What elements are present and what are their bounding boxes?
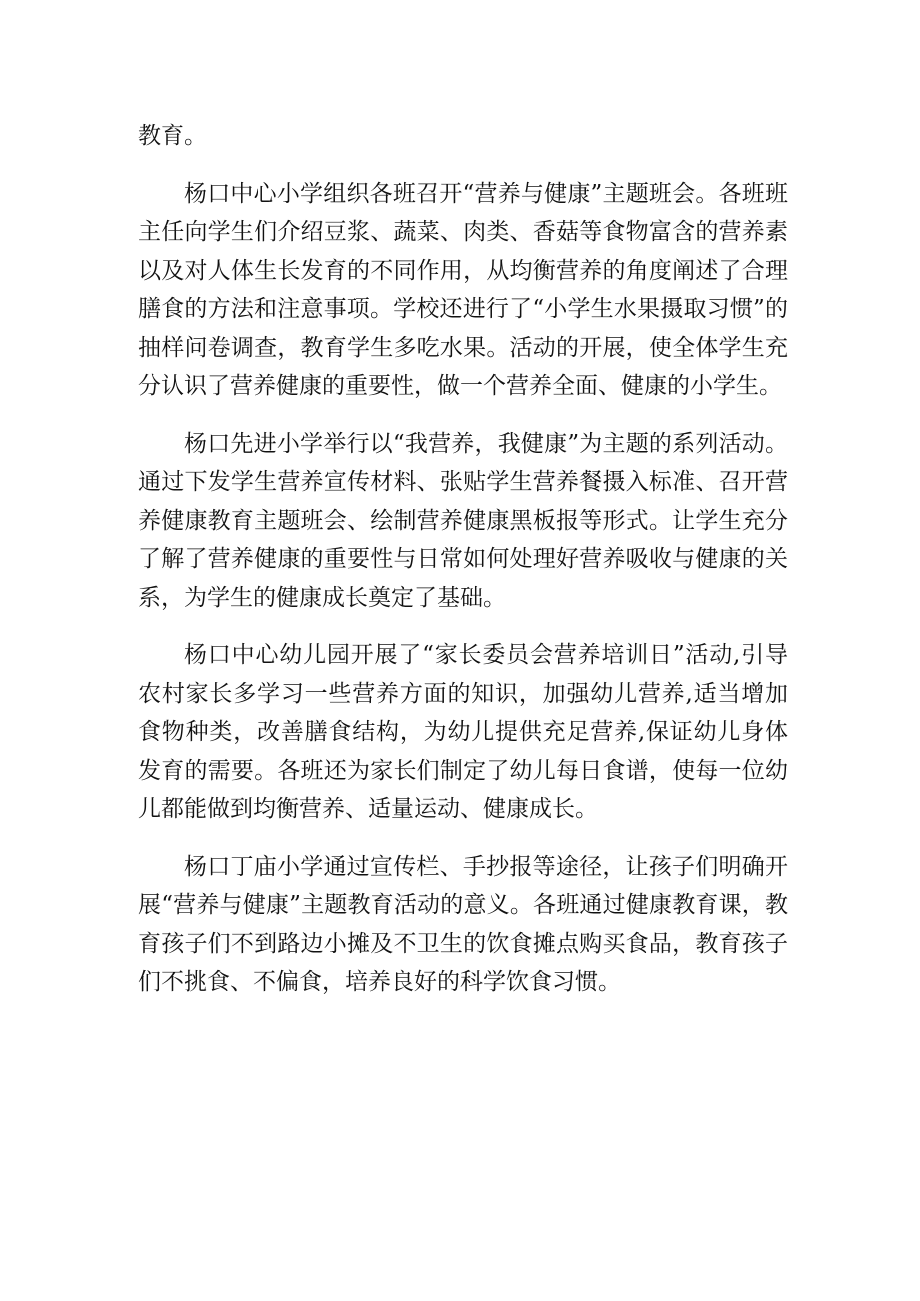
paragraph-dingmiao-primary-school: 杨口丁庙小学通过宣传栏、手抄报等途径，让孩子们明确开展“营养与健康”主题教育活动的意义。各班通过健康教育课，教育孩子们不到路边小摊及不卫生的饮食摊点购买食品，教育孩子们不挑食、不偏食，培养良好的科学饮食习惯。: [138, 853, 788, 995]
document-body: [138, 117, 788, 1021]
paragraph-continuation: 教育。: [138, 123, 207, 149]
paragraph-xianjin-primary-school: 杨口先进小学举行以“我营养，我健康”为主题的系列活动。通过下发学生营养宣传材料、张贴学生营养餐摄入标准、召开营养健康教育主题班会、绘制营养健康黑板报等形式。让学生充分了解了营养健康的重要性与日常如何处理好营养吸收与健康的关系，为学生的健康成长奠定了基础。: [138, 430, 788, 611]
paragraph-center-kindergarten: 杨口中心幼儿园开展了“家长委员会营养培训日”活动,引导农村家长多学习一些营养方面的知识，加强幼儿营养,适当增加食物种类，改善膳食结构，为幼儿提供充足营养,保证幼儿身体发育的需要。各班还为家长们制定了幼儿每日食谱，使每一位幼儿都能做到均衡营养、适量运动、健康成长。: [138, 642, 788, 822]
paragraph-center-primary-school: 杨口中心小学组织各班召开“营养与健康”主题班会。各班班主任向学生们介绍豆浆、蔬菜、肉类、香菇等食物富含的营养素以及对人体生长发育的不同作用，从均衡营养的角度阐述了合理膳食的方法和注意事项。学校还进行了“小学生水果摄取习惯”的抽样问卷调查，教育学生多吃水果。活动的开展，使全体学生充分认识了营养健康的重要性，做一个营养全面、健康的小学生。: [138, 180, 788, 399]
